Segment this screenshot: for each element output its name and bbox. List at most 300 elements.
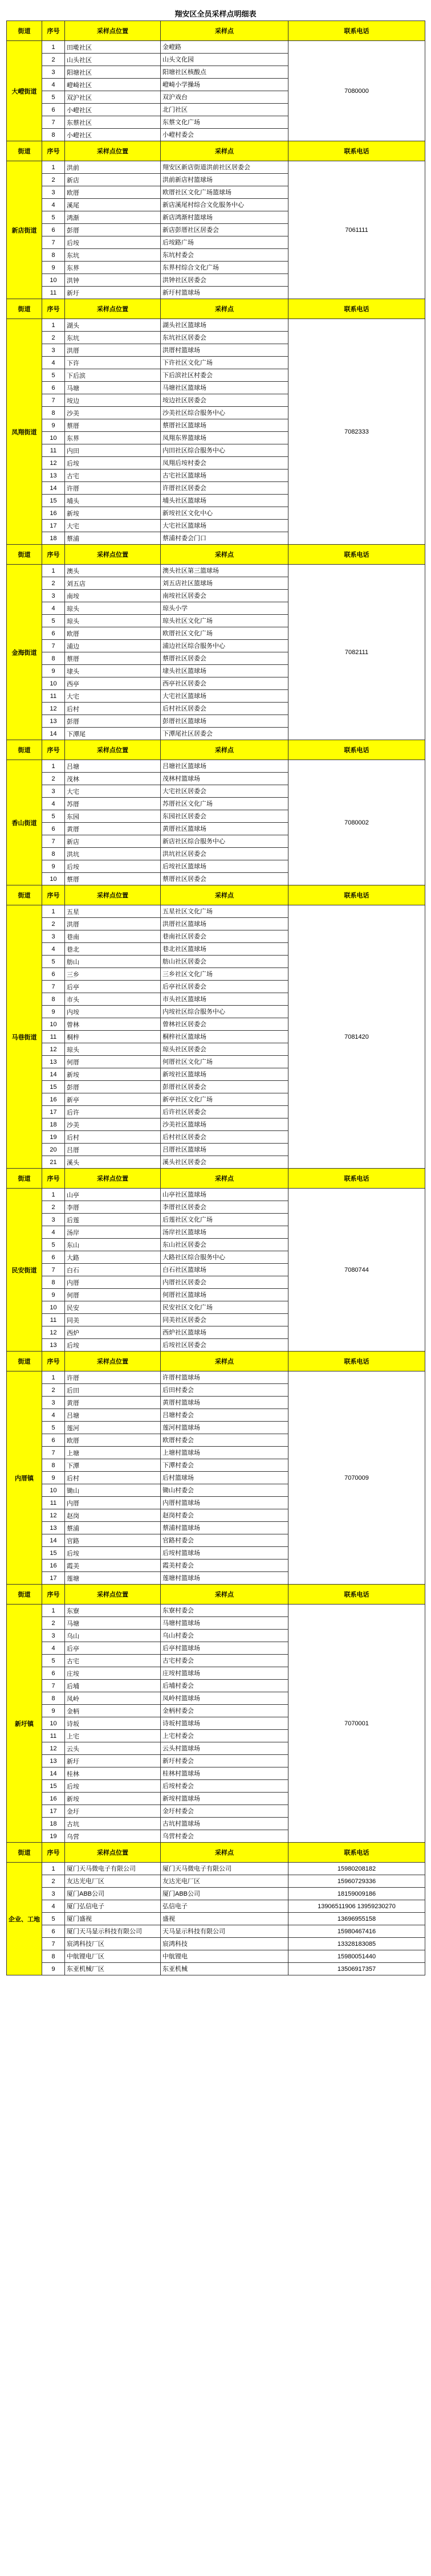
location-cell: 内垵 [65, 1006, 161, 1018]
site-cell: 刘五店社区篮球场 [161, 577, 288, 590]
phone-cell: 13696955158 [288, 1913, 425, 1925]
site-cell: 东亚机械 [161, 1963, 288, 1975]
location-cell: 湖头 [65, 319, 161, 332]
location-cell: 后村 [65, 1472, 161, 1484]
site-cell: 巷南社区居委会 [161, 930, 288, 943]
row-number: 1 [42, 41, 65, 54]
area-name: 马巷街道 [7, 905, 42, 1169]
row-number: 6 [42, 968, 65, 981]
row-number: 7 [42, 981, 65, 993]
row-number: 6 [42, 382, 65, 394]
location-cell: 嶝崎社区 [65, 79, 161, 91]
location-cell: 桐梓 [65, 1031, 161, 1043]
site-cell: 马塘社区篮球场 [161, 382, 288, 394]
location-cell: 新圩 [65, 287, 161, 299]
row-number: 1 [42, 1189, 65, 1201]
section-header-row [7, 545, 425, 565]
site-cell: 新垵社区文化中心 [161, 507, 288, 520]
site-cell: 锄山村委会 [161, 1484, 288, 1497]
header-site: 采样点 [161, 21, 288, 41]
row-number: 1 [42, 161, 65, 174]
site-cell: 大宅社区篮球场 [161, 690, 288, 703]
section-header-row [7, 740, 425, 760]
site-cell: 凤翔后垵村委会 [161, 457, 288, 470]
phone-cell: 13328183085 [288, 1938, 425, 1950]
row-number: 9 [42, 665, 65, 677]
location-cell: 下潭 [65, 1459, 161, 1472]
row-number: 6 [42, 1667, 65, 1680]
location-cell: 新圩 [65, 1755, 161, 1767]
location-cell: 琼头 [65, 615, 161, 627]
site-cell: 宸鸿科技 [161, 1938, 288, 1950]
location-cell: 诗坂 [65, 1717, 161, 1730]
row-number: 8 [42, 993, 65, 1006]
site-cell: 友达光电厂区 [161, 1875, 288, 1888]
location-cell: 同美 [65, 1314, 161, 1326]
table-row [7, 1605, 425, 1617]
site-cell: 新圩村委会 [161, 1755, 288, 1767]
location-cell: 后亭 [65, 1642, 161, 1655]
location-cell: 马塘 [65, 1617, 161, 1630]
row-number: 1 [42, 565, 65, 577]
header-phone: 联系电话 [288, 21, 425, 41]
section-header-row [7, 141, 425, 161]
site-cell: 吕塘社区篮球场 [161, 760, 288, 773]
header-location: 采样点位置 [65, 740, 161, 760]
site-cell: 内田社区综合服务中心 [161, 444, 288, 457]
row-number: 3 [42, 186, 65, 199]
site-cell: 盛视 [161, 1913, 288, 1925]
site-cell: 上塘村篮球场 [161, 1447, 288, 1459]
table-row [7, 1863, 425, 1875]
header-num: 序号 [42, 1352, 65, 1371]
site-cell: 金柄村委会 [161, 1705, 288, 1717]
site-cell: 洪厝村篮球场 [161, 344, 288, 357]
location-cell: 东坑 [65, 332, 161, 344]
site-cell: 许厝社区居委会 [161, 482, 288, 495]
row-number: 10 [42, 432, 65, 444]
site-cell: 赵岗村委会 [161, 1509, 288, 1522]
row-number: 9 [42, 860, 65, 873]
location-cell: 蔡厝 [65, 652, 161, 665]
row-number: 11 [42, 1314, 65, 1326]
row-number: 10 [42, 1301, 65, 1314]
row-number: 9 [42, 1289, 65, 1301]
row-number: 19 [42, 1830, 65, 1843]
site-cell: 蔡厝社区篮球场 [161, 419, 288, 432]
header-location: 采样点位置 [65, 21, 161, 41]
row-number: 8 [42, 1692, 65, 1705]
site-cell: 垵边社区居委会 [161, 394, 288, 407]
row-number: 3 [42, 1397, 65, 1409]
site-cell: 新圩村篮球场 [161, 287, 288, 299]
area-name: 新圩镇 [7, 1605, 42, 1843]
site-cell: 茂林村篮球场 [161, 773, 288, 785]
row-number: 2 [42, 577, 65, 590]
phone-cell: 7061111 [288, 161, 425, 299]
location-cell: 厦门弘信电子 [65, 1900, 161, 1913]
row-number: 6 [42, 224, 65, 236]
location-cell: 内厝 [65, 1497, 161, 1509]
site-cell: 新店彭厝社区居委会 [161, 224, 288, 236]
row-number: 8 [42, 848, 65, 860]
location-cell: 后垵 [65, 1780, 161, 1793]
site-cell: 厦门ABB公司 [161, 1888, 288, 1900]
location-cell: 汤岸 [65, 1226, 161, 1239]
site-cell: 沙美社区篮球场 [161, 1118, 288, 1131]
row-number: 8 [42, 129, 65, 141]
location-cell: 何厝 [65, 1056, 161, 1068]
header-num: 序号 [42, 1169, 65, 1189]
location-cell: 吕厝 [65, 1144, 161, 1156]
site-cell: 后亭社区居委会 [161, 981, 288, 993]
location-cell: 官路 [65, 1534, 161, 1547]
header-num: 序号 [42, 299, 65, 319]
phone-cell: 7070001 [288, 1605, 425, 1843]
header-phone: 联系电话 [288, 141, 425, 161]
location-cell: 垵边 [65, 394, 161, 407]
table-row [7, 1913, 425, 1925]
site-cell: 莲河村篮球场 [161, 1422, 288, 1434]
location-cell: 曾林 [65, 1018, 161, 1031]
location-cell: 许厝 [65, 482, 161, 495]
site-cell: 双沪戏台 [161, 91, 288, 104]
row-number: 9 [42, 1705, 65, 1717]
row-number: 7 [42, 1938, 65, 1950]
row-number: 4 [42, 199, 65, 211]
row-number: 4 [42, 1642, 65, 1655]
location-cell: 阳塘社区 [65, 66, 161, 79]
section-header-row [7, 1843, 425, 1863]
header-phone: 联系电话 [288, 740, 425, 760]
row-number: 2 [42, 332, 65, 344]
location-cell: 厦门盛视 [65, 1913, 161, 1925]
row-number: 17 [42, 1106, 65, 1118]
site-cell: 吕厝社区篮球场 [161, 1144, 288, 1156]
row-number: 11 [42, 690, 65, 703]
location-cell: 澳头 [65, 565, 161, 577]
site-cell: 蔡浦村委会门口 [161, 532, 288, 545]
phone-cell: 13906511906 13959230270 [288, 1900, 425, 1913]
row-number: 1 [42, 1371, 65, 1384]
location-cell: 西亭 [65, 677, 161, 690]
header-phone: 联系电话 [288, 545, 425, 565]
location-cell: 新店 [65, 835, 161, 848]
site-cell: 新店鸿渐村篮球场 [161, 211, 288, 224]
location-cell: 后村 [65, 703, 161, 715]
location-cell: 厦门天马微电子有限公司 [65, 1863, 161, 1875]
header-location: 采样点位置 [65, 885, 161, 905]
site-cell: 凤翔东界篮球场 [161, 432, 288, 444]
site-cell: 庄垵村篮球场 [161, 1667, 288, 1680]
site-cell: 下许社区文化广场 [161, 357, 288, 369]
table-row [7, 161, 425, 174]
location-cell: 苏厝 [65, 798, 161, 810]
header-site: 采样点 [161, 1169, 288, 1189]
site-cell: 蔡厝社区居委会 [161, 652, 288, 665]
header-site: 采样点 [161, 141, 288, 161]
site-cell: 溪头社区居委会 [161, 1156, 288, 1169]
row-number: 7 [42, 1447, 65, 1459]
site-cell: 彭厝社区篮球场 [161, 715, 288, 728]
row-number: 9 [42, 1963, 65, 1975]
location-cell: 后亭 [65, 981, 161, 993]
header-site: 采样点 [161, 545, 288, 565]
row-number: 12 [42, 457, 65, 470]
header-phone: 联系电话 [288, 299, 425, 319]
location-cell: 古坑 [65, 1818, 161, 1830]
location-cell: 霞美 [65, 1560, 161, 1572]
row-number: 12 [42, 1043, 65, 1056]
site-cell: 中航锂电 [161, 1950, 288, 1963]
location-cell: 后垵 [65, 1339, 161, 1352]
phone-cell: 15980208182 [288, 1863, 425, 1875]
header-num: 序号 [42, 885, 65, 905]
site-cell: 下潭村委会 [161, 1459, 288, 1472]
location-cell: 欧厝 [65, 186, 161, 199]
phone-cell: 7080744 [288, 1189, 425, 1352]
row-number: 7 [42, 640, 65, 652]
row-number: 17 [42, 520, 65, 532]
site-cell: 蔡厝社区居委会 [161, 873, 288, 885]
row-number: 21 [42, 1156, 65, 1169]
location-cell: 后垵 [65, 1547, 161, 1560]
header-num: 序号 [42, 1843, 65, 1863]
site-cell: 大路社区综合服务中心 [161, 1251, 288, 1264]
location-cell: 莲塘 [65, 1572, 161, 1585]
location-cell: 新店 [65, 174, 161, 186]
site-cell: 吕塘村委会 [161, 1409, 288, 1422]
site-cell: 东坑社区居委会 [161, 332, 288, 344]
row-number: 15 [42, 1547, 65, 1560]
location-cell: 中航锂电厂区 [65, 1950, 161, 1963]
location-cell: 东寮 [65, 1605, 161, 1617]
location-cell: 李厝 [65, 1201, 161, 1214]
phone-cell: 7081420 [288, 905, 425, 1169]
row-number: 5 [42, 211, 65, 224]
row-number: 13 [42, 1522, 65, 1534]
site-cell: 琼头社区文化广场 [161, 615, 288, 627]
row-number: 2 [42, 773, 65, 785]
header-location: 采样点位置 [65, 1585, 161, 1605]
table-row [7, 1925, 425, 1938]
site-cell: 后垵村委会 [161, 1780, 288, 1793]
row-number: 12 [42, 703, 65, 715]
site-cell: 后垵路广场 [161, 236, 288, 249]
location-cell: 黄厝 [65, 823, 161, 835]
area-name: 凤翔街道 [7, 319, 42, 545]
area-name: 民安街道 [7, 1189, 42, 1352]
header-site: 采样点 [161, 1352, 288, 1371]
location-cell: 乌山 [65, 1630, 161, 1642]
row-number: 6 [42, 627, 65, 640]
row-number: 19 [42, 1131, 65, 1144]
row-number: 4 [42, 1226, 65, 1239]
phone-cell: 15980467416 [288, 1925, 425, 1938]
location-cell: 茂林 [65, 773, 161, 785]
area-name: 大嶝街道 [7, 41, 42, 141]
location-cell: 东亚机械厂区 [65, 1963, 161, 1975]
row-number: 2 [42, 1875, 65, 1888]
location-cell: 欧厝 [65, 1434, 161, 1447]
site-cell: 后村社区居委会 [161, 1131, 288, 1144]
row-number: 3 [42, 1214, 65, 1226]
location-cell: 欧厝 [65, 627, 161, 640]
location-cell: 新垵 [65, 1793, 161, 1805]
location-cell: 双沪社区 [65, 91, 161, 104]
site-cell: 蔡浦村篮球场 [161, 1522, 288, 1534]
header-area: 街道 [7, 1843, 42, 1863]
site-cell: 后垵社区居委会 [161, 1339, 288, 1352]
location-cell: 古宅 [65, 470, 161, 482]
site-cell: 埭头社区篮球场 [161, 665, 288, 677]
site-cell: 新亭社区文化广场 [161, 1093, 288, 1106]
row-number: 11 [42, 1730, 65, 1742]
site-cell: 后亭村篮球场 [161, 1642, 288, 1655]
location-cell: 洪厝 [65, 918, 161, 930]
location-cell: 山头社区 [65, 54, 161, 66]
row-number: 1 [42, 905, 65, 918]
location-cell: 内田 [65, 444, 161, 457]
location-cell: 舫山 [65, 956, 161, 968]
site-cell: 内厝社区居委会 [161, 1276, 288, 1289]
row-number: 5 [42, 956, 65, 968]
location-cell: 新垵 [65, 1068, 161, 1081]
phone-cell: 18159009186 [288, 1888, 425, 1900]
site-cell: 桐梓社区篮球场 [161, 1031, 288, 1043]
location-cell: 南垵 [65, 590, 161, 602]
table-row [7, 1189, 425, 1201]
header-area: 街道 [7, 740, 42, 760]
location-cell: 田墘社区 [65, 41, 161, 54]
location-cell: 琼头 [65, 1043, 161, 1056]
site-cell: 诗坂村篮球场 [161, 1717, 288, 1730]
site-cell: 金圩村委会 [161, 1805, 288, 1818]
location-cell: 小嶝社区 [65, 104, 161, 116]
header-location: 采样点位置 [65, 299, 161, 319]
table-row [7, 1888, 425, 1900]
location-cell: 鸿渐 [65, 211, 161, 224]
row-number: 2 [42, 174, 65, 186]
location-cell: 蔡厝 [65, 873, 161, 885]
table-row [7, 41, 425, 54]
row-number: 17 [42, 1805, 65, 1818]
location-cell: 蔡浦 [65, 532, 161, 545]
site-cell: 西亭社区居委会 [161, 677, 288, 690]
row-number: 1 [42, 1605, 65, 1617]
location-cell: 下潭尾 [65, 728, 161, 740]
header-area: 街道 [7, 1585, 42, 1605]
row-number: 13 [42, 470, 65, 482]
row-number: 4 [42, 357, 65, 369]
location-cell: 浦边 [65, 640, 161, 652]
row-number: 8 [42, 249, 65, 262]
location-cell: 新亭 [65, 1093, 161, 1106]
site-cell: 浦边社区综合服务中心 [161, 640, 288, 652]
location-cell: 洪厝 [65, 344, 161, 357]
header-phone: 联系电话 [288, 1352, 425, 1371]
row-number: 9 [42, 1472, 65, 1484]
site-cell: 舫山社区居委会 [161, 956, 288, 968]
site-cell: 新店溪尾村综合文化服务中心 [161, 199, 288, 211]
location-cell: 彭厝 [65, 224, 161, 236]
location-cell: 溪头 [65, 1156, 161, 1169]
site-cell: 汤岸社区篮球场 [161, 1226, 288, 1239]
row-number: 15 [42, 495, 65, 507]
phone-cell: 7080002 [288, 760, 425, 885]
location-cell: 厦门ABB公司 [65, 1888, 161, 1900]
site-cell: 阳塘社区核酸点 [161, 66, 288, 79]
site-cell: 东寮村委会 [161, 1605, 288, 1617]
header-area: 街道 [7, 21, 42, 41]
site-cell: 嶝崎小学操场 [161, 79, 288, 91]
site-cell: 天马显示科技有限公司 [161, 1925, 288, 1938]
location-cell: 后村 [65, 1131, 161, 1144]
row-number: 2 [42, 1384, 65, 1397]
location-cell: 沙美 [65, 1118, 161, 1131]
site-cell: 埔头社区篮球场 [161, 495, 288, 507]
row-number: 18 [42, 1118, 65, 1131]
header-area: 街道 [7, 1352, 42, 1371]
site-cell: 许厝村篮球场 [161, 1371, 288, 1384]
row-number: 2 [42, 918, 65, 930]
phone-cell: 13506917357 [288, 1963, 425, 1975]
site-cell: 内厝村篮球场 [161, 1497, 288, 1509]
section-header-row [7, 1585, 425, 1605]
section-header-row [7, 21, 425, 41]
site-cell: 西炉社区篮球场 [161, 1326, 288, 1339]
site-cell: 李厝社区居委会 [161, 1201, 288, 1214]
site-cell: 新垵村篮球场 [161, 1793, 288, 1805]
row-number: 18 [42, 1818, 65, 1830]
site-cell: 古坑村篮球场 [161, 1818, 288, 1830]
location-cell: 新垵 [65, 507, 161, 520]
location-cell: 巷北 [65, 943, 161, 956]
table-row [7, 1938, 425, 1950]
header-area: 街道 [7, 299, 42, 319]
site-cell: 霞美村委会 [161, 1560, 288, 1572]
row-number: 9 [42, 1006, 65, 1018]
site-cell: 后垵社区篮球场 [161, 860, 288, 873]
row-number: 10 [42, 677, 65, 690]
row-number: 11 [42, 1031, 65, 1043]
row-number: 10 [42, 274, 65, 287]
header-area: 街道 [7, 885, 42, 905]
area-name: 金海街道 [7, 565, 42, 740]
location-cell: 蔡厝 [65, 419, 161, 432]
location-cell: 赵岗 [65, 1509, 161, 1522]
site-cell: 凤岭村篮球场 [161, 1692, 288, 1705]
row-number: 5 [42, 369, 65, 382]
location-cell: 金柄 [65, 1705, 161, 1717]
location-cell: 大宅 [65, 690, 161, 703]
table-row [7, 1900, 425, 1913]
table-row [7, 1963, 425, 1975]
site-cell: 洪厝社区篮球场 [161, 918, 288, 930]
header-location: 采样点位置 [65, 1169, 161, 1189]
row-number: 5 [42, 810, 65, 823]
site-cell: 东界村综合文化广场 [161, 262, 288, 274]
phone-cell: 7070009 [288, 1371, 425, 1585]
row-number: 3 [42, 785, 65, 798]
row-number: 12 [42, 1742, 65, 1755]
site-cell: 古宅社区篮球场 [161, 470, 288, 482]
location-cell: 三乡 [65, 968, 161, 981]
site-cell: 巷北社区篮球场 [161, 943, 288, 956]
section-header-row [7, 1352, 425, 1371]
phone-cell: 7082111 [288, 565, 425, 740]
row-number: 7 [42, 835, 65, 848]
